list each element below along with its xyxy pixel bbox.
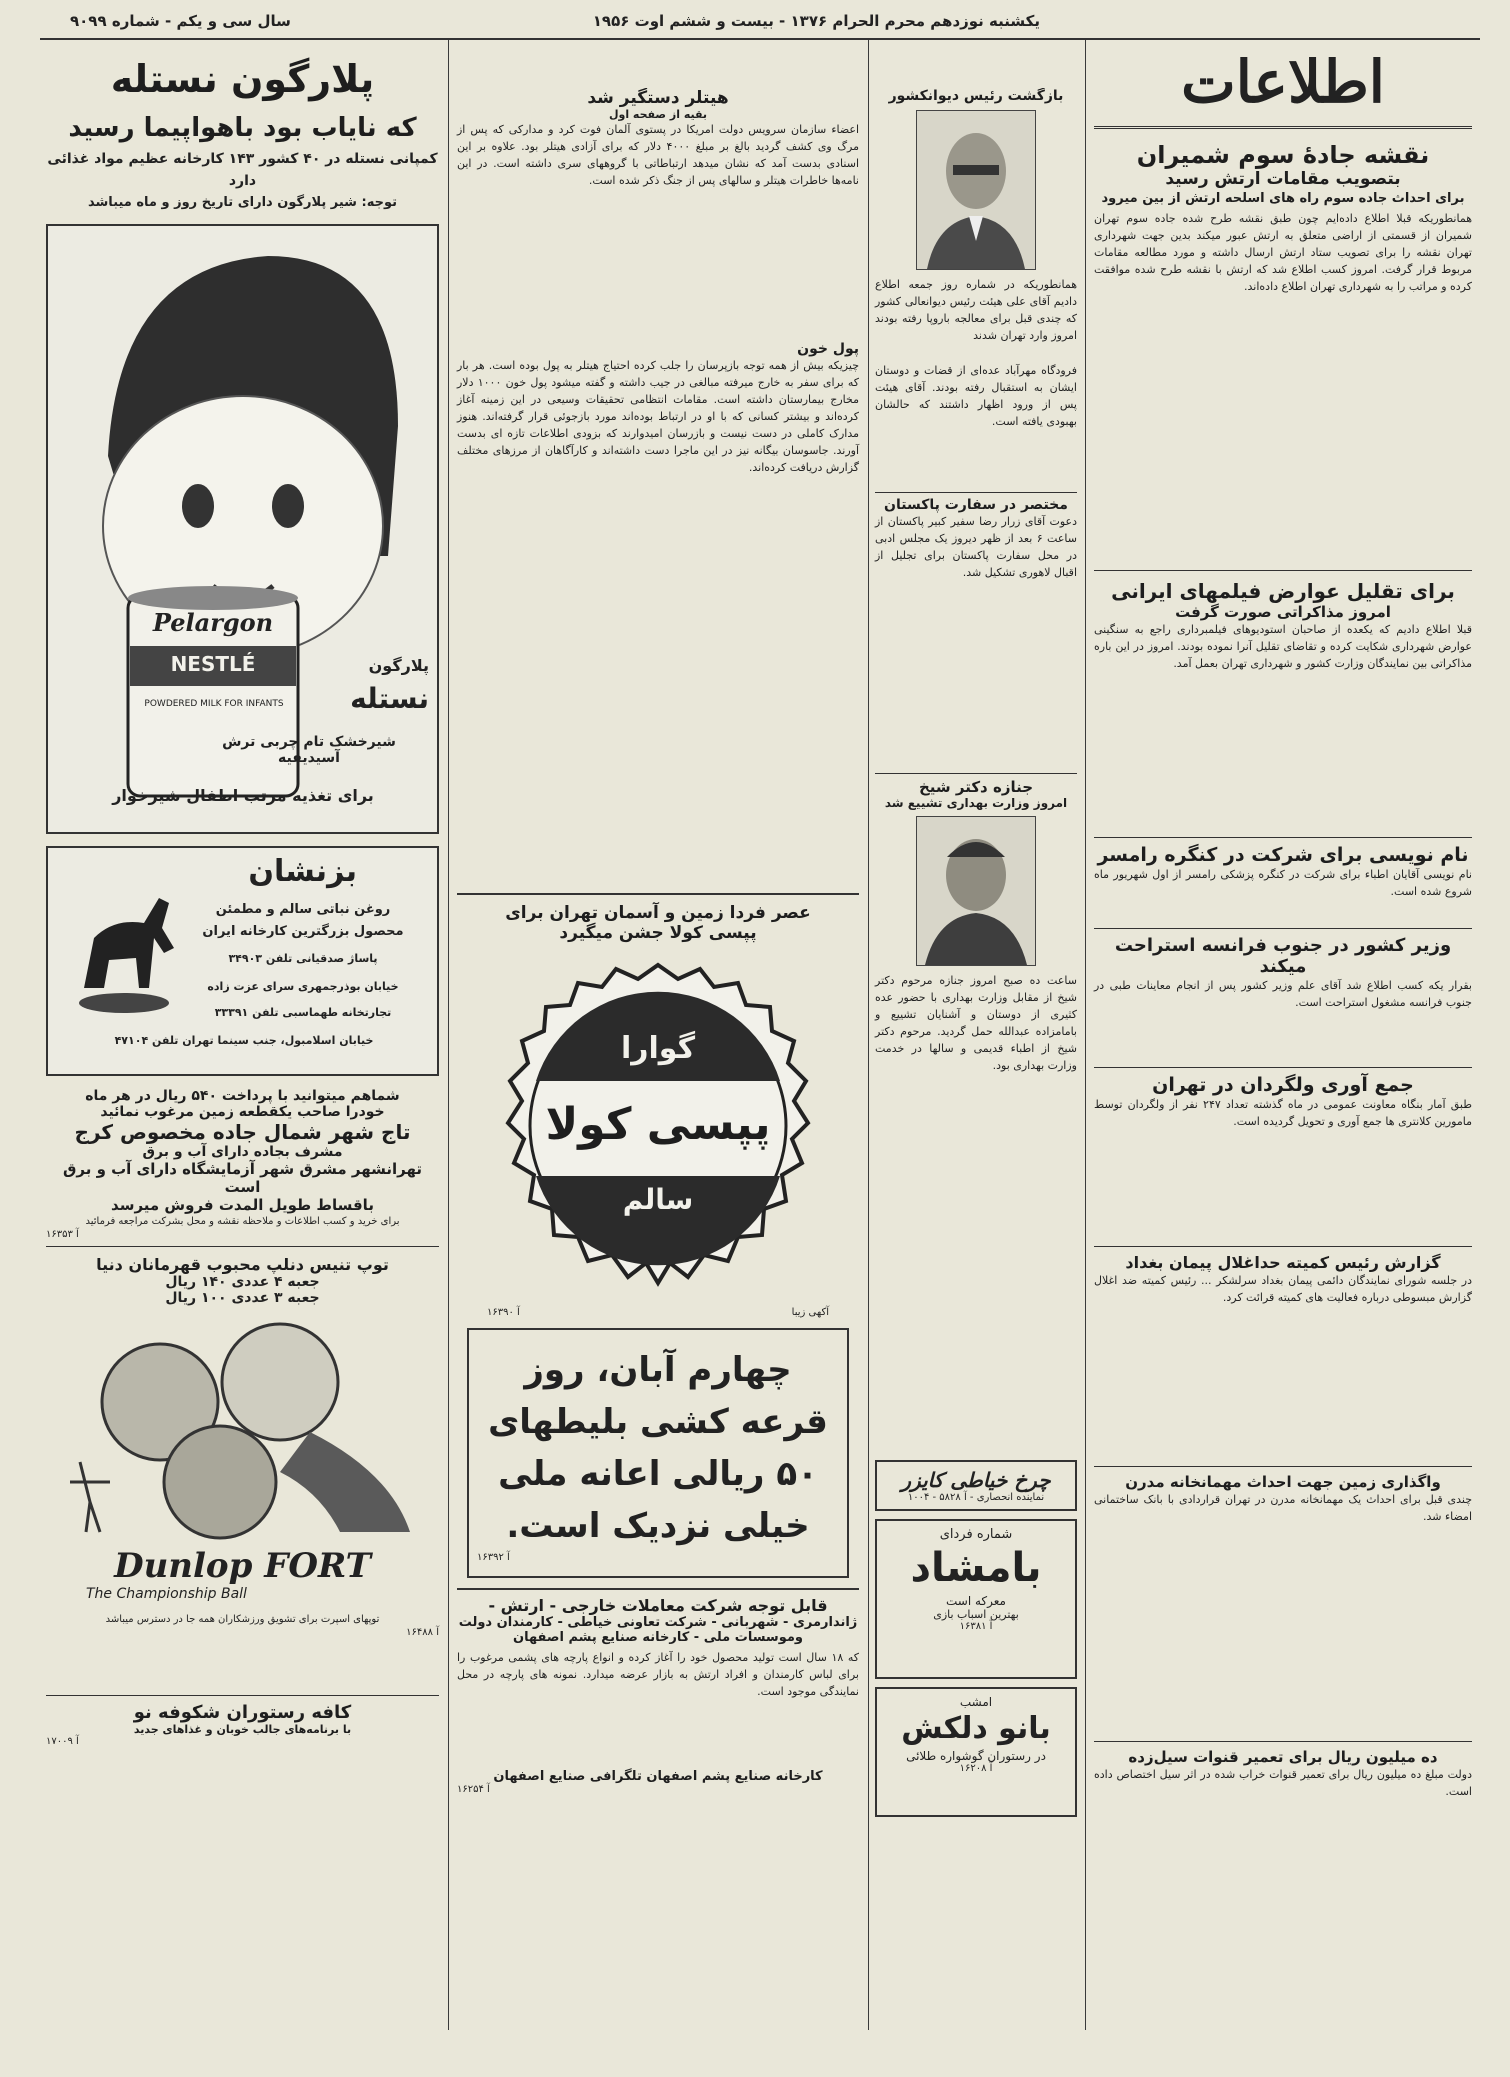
dunlop-price-1: جعبه ۴ عددی ۱۴۰ ریال [165,1274,320,1290]
kaiser-ad [875,1460,1077,1511]
article-shemiran: همانطوریکه قبلا اطلاع داده‌ایم چون طبق نقشه طرح شده جاده سوم تهران شمیران از قسمتی از اراضی متعلق به ارتش عبور میکند بدین جهت شهرداری تهران نقشه را برای تصویب ستاد ارتش ارسال داشته و مورد مطالعه مقامات مربوط قرار گرفت. امروز کسب اطلاع شد که ارتش با نقشه طرح شده موافقت کرده و مراتب را به شهرداری تهران اطلاع داده‌اند. [1094,212,1472,293]
continued-label: بقیه از صفحه اول [608,108,708,121]
headline-baghdad: گزارش رئیس کمیته حداغلال پیمان بغداد [1094,1246,1472,1272]
news-column-3 [451,88,865,2034]
dunlop-headline: توپ تنیس دنلپ محبوب قهرمانان دنیا [96,1255,389,1274]
bamshad-ad [875,1519,1077,1679]
subhead-funeral: امروز وزارت بهداری تشییع شد [884,796,1068,810]
masthead-date: یکشنبه نوزدهم محرم الحرام ۱۳۷۶ - بیست و ششم اوت ۱۹۵۶ [592,12,1040,30]
bamshad-sub: معرکه است [946,1594,1006,1608]
kaiser-ad-title: چرخ خیاطی کایزر [901,1468,1051,1492]
pepsi-headline: عصر فردا زمین و آسمان تهران برای [505,903,811,923]
caption-return: همانطوریکه در شماره روز جمعه اطلاع دادیم آقای علی هیئت رئیس دیوانعالی کشور که چندی قبل برای معالجه باروپا رفته بودند امروز وارد تهران شدند [875,278,1077,342]
headline-shemiran: نقشه جادهٔ سوم شمیران [1136,141,1430,169]
subhead-shemiran-2: برای احداث جاده سوم راه های اسلحه ارتش از بین میرود [1101,191,1465,206]
nestle-ad [46,224,439,834]
article-minister: بقرار یکه کسب اطلاع شد آقای علم وزیر کشور پس از انجام معاینات طبی در جنوب فرانسه مشغول استراحت است. [1094,979,1472,1009]
land-code: آ ۱۶۳۵۳ [46,1229,79,1240]
nestle-body: کمپانی نستله در ۴۰ کشور ۱۴۳ کارخانه عظیم مواد غذائی دارد [47,151,438,189]
masthead-issue: سال سی و یکم - شماره ۹۰۹۹ [70,12,291,30]
bozhnan-line-2: محصول بزرگترین کارخانه ایران [202,924,404,939]
article-film: قبلا اطلاع دادیم که یکعده از صاحبان استودیوهای فیلمبرداری راجع به سنگینی عوارض شهرداری شکایت کرده و تقاضای تقلیل آنرا نموده بودند. امروز در این باره مذاکراتی بین نمایندگان وزارت کشور و شهرداری تهران بعمل آمد. [1094,623,1472,670]
wool-notice-code: آ ۱۶۲۵۴ [457,1784,490,1795]
land-line-1: شماهم میتوانید با پرداخت ۵۴۰ ریال در هر ماه [85,1088,400,1104]
news-column-right [1088,44,1478,2034]
headline-minister: وزیر کشور در جنوب فرانسه استراحت میکند [1094,928,1472,977]
wool-notice-title: قابل توجه شرکت معاملات خارجی - ارتش - [488,1596,828,1615]
land-ad [46,1088,439,1247]
article-vagrants: طبق آمار بنگاه معاونت عمومی در ماه گذشته تعداد ۲۴۷ نفر از ولگردان توسط مامورین کلانتری ها جمع آوری و تحویل گردیده است. [1094,1098,1472,1128]
bozhnan-ad [46,846,439,1076]
headline-film: برای تقلیل عوارض فیلمهای ایرانی [1094,570,1472,603]
pepsi-bottom-word: سالم [622,1183,694,1216]
nestle-side-4: برای تغذیه مرتب اطفال شیرخوار [112,786,374,805]
nestle-side-3: شیرخشک تام چربی ترش آسیدیفیه [222,734,396,766]
nestle-can-maker: NESTLÉ [170,652,256,676]
bozhnan-line-5: تجارتخانه طهماسبی تلفن ۳۳۳۹۱ [214,1006,392,1019]
article-baghdad: در جلسه شورای نمایندگان دائمی پیمان بغداد سرلشکر ... رئیس کمیته ضد اغلال گزارش مبسوطی درباره فعالیت های کمیته قرائت کرد. [1094,1274,1472,1304]
headline-hotel: واگذاری زمین جهت احداث مهمانخانه مدرن [1094,1466,1472,1491]
dunlop-brand: Dunlop FORT [114,1546,371,1586]
headline-return: بازگشت رئیس دیوانکشور [888,88,1064,104]
bamshad-top: شماره فردای [939,1527,1013,1542]
headline-ramsar: نام نویسی برای شرکت در کنگره رامسر [1094,837,1472,866]
headline-pakistan: مختصر در سفارت پاکستان [875,492,1077,513]
article-pakistan: دعوت آقای زرار رضا سفیر کبیر پاکستان از ساعت ۶ بعد از ظهر دیروز یک مجلس ادبی در محل سفارت پاکستان برای تجلیل از اقبال لاهوری تشکیل شد. [875,515,1077,579]
bozhnan-line-4: خیابان بوذرجمهری سرای عزت زاده [207,980,399,993]
delkash-title: بانو دلکش [901,1711,1051,1746]
kaiser-ad-sub: نماینده انحصاری - آ ۵۸۲۸ - ۱۰۰۴ [907,1492,1045,1503]
goat-logo-icon [64,878,184,1018]
subhead-film: امروز مذاکراتی صورت گرفت [1175,603,1391,621]
cafe-title: کافه رستوران شکوفه نو [133,1702,352,1723]
bozhnan-line-1: روغن نباتی سالم و مطمئن [215,902,391,917]
headline-vagrants: جمع آوری ولگردان در تهران [1094,1067,1472,1096]
portrait-photo-sheikh [916,816,1036,966]
delkash-code: آ ۱۶۲۰۸ [959,1763,993,1774]
headline-blood-money: پول خون [797,341,859,357]
nestle-side-2: نستله [350,682,429,715]
bozhnan-line-6: خیابان اسلامبول، جنب سینما تهران تلفن ۴۷۱۰۴ [114,1034,374,1047]
lottery-code: آ ۱۶۳۹۲ [477,1552,510,1563]
nestle-can-brand: Pelargon [152,608,274,637]
article-funeral: ساعت ده صبح امروز جنازه مرحوم دکتر شیخ از مقابل وزارت بهداری با حضور عده کثیری از دوستان و آشنایان تشییع و بامامزاده عبدالله حمل گردید. مرحوم دکتر شیخ از اطباء قدیمی و سالها در خدمت وزارت بهداری بود. [875,974,1077,1072]
bozhnan-line-3: پاساژ صدقیانی تلفن ۳۴۹۰۳ [228,952,378,965]
article-ramsar: نام نویسی آقایان اطباء برای شرکت در کنگره پزشکی رامسر از اول شهریور ماه شروع شده است. [1094,868,1472,898]
lottery-line-2: قرعه کشی بلیطهای [488,1402,828,1442]
headline-qanat: ده میلیون ریال برای تعمیر قنوات سیل‌زده [1094,1741,1472,1766]
land-line-5: تهرانشهر مشرق شهر آزمایشگاه دارای آب و برق است [62,1160,423,1196]
land-line-3: تاج شهر شمال جاده مخصوص کرج [74,1120,411,1144]
pepsi-brand: پپسی کولا [545,1099,771,1150]
wool-notice-footer: کارخانه صنایع پشم اصفهان تلگرافی صنایع اصفهان [493,1769,823,1784]
bozhnan-title: بزنشان [248,854,357,889]
pepsi-headline-2: پپسی کولا جشن میگیرد [559,923,757,943]
nestle-headline: پلارگون نستله [110,57,375,101]
subhead-shemiran: بتصویب مقامات ارتش رسید [1165,169,1401,189]
article-qanat: دولت مبلغ ده میلیون ریال برای تعمیر قنوات خراب شده در اثر سیل اختصاص داده است. [1094,1768,1472,1798]
wool-notice-title-2: ژاندارمری - شهربانی - شرکت تعاونی خیاطی - کارمندان دولت وموسسات ملی - کارخانه صنایع پشم اصفهان [458,1615,858,1645]
pepsi-code: آ ۱۶۳۹۰ [487,1307,520,1318]
portrait-photo-hey-at [916,110,1036,270]
delkash-ad [875,1687,1077,1817]
nestle-can-desc: POWDERED MILK FOR INFANTS [144,699,284,709]
ads-column-left [40,44,445,2034]
bamshad-title: بامشاد [910,1545,1042,1591]
delkash-sub: در رستوران گوشواره طلائی [906,1749,1046,1763]
article-return: فرودگاه مهرآباد عده‌ای از قضات و دوستان ایشان به استقبال رفته بودند. آقای هیئت پس از ورود اظهار داشتند که حالشان بهبودی یافته است. [875,364,1077,428]
dunlop-ad [46,1255,439,1685]
lottery-line-3: ۵۰ ریالی اعانه ملی [498,1454,818,1494]
headline-funeral: جنازه دکتر شیخ [875,773,1077,796]
wool-notice [457,1588,859,1795]
land-line-2: خودرا صاحب یکقطعه زمین مرغوب نمائید [100,1104,385,1120]
tennis-balls-illustration [50,1312,439,1542]
pepsi-top-word: گوارا [620,1031,696,1066]
headline-hitler: هیتلر دستگیر شد [587,88,729,108]
nestle-side-1: پلارگون [368,656,429,675]
delkash-top: امشب [959,1695,993,1709]
land-line-4: مشرف بجاده دارای آب و برق [142,1144,343,1160]
cafe-sub: با برنامه‌های جالب خوبان و غذاهای جدید [133,1723,352,1736]
article-hotel: چندی قبل برای احداث یک مهمانخانه مدرن در تهران قراردادی با بانک ساختمانی امضاء شد. [1094,1493,1472,1523]
lottery-line-1: چهارم آبان، روز [524,1350,792,1390]
lottery-line-4: خیلی نزدیک است. [506,1506,810,1546]
dunlop-tagline: The Championship Ball [86,1586,247,1602]
land-line-6: باقساط طویل المدت فروش میرسد [111,1196,374,1214]
dunlop-code: آ ۱۶۴۸۸ [406,1627,439,1638]
newspaper-title: اطلاعات [1094,44,1472,129]
cafe-ad [46,1695,439,1747]
pepsi-bottlecap [488,961,828,1301]
article-hitler: اعضاء سازمان سرویس دولت امریکا در پستوی آلمان فوت کرد و مدارکی که پس از مرگ وی کشف گردید بالغ بر مبلغ ۴۰۰۰ دلار که برای آزادی هیتلر بود. علاوه بر این اسنادی بدست آمد که نشان میدهد ارتباطاتی با گروههای سری داشته است. در این نامه‌ها خاطرات هیتلر و سالهای پس از جنگ ذکر شده است. [457,123,859,187]
nestle-note: توجه: شیر پلارگون دارای تاریخ روز و ماه میباشد [88,195,397,210]
bamshad-sub2: بهترین اسباب بازی [933,1608,1019,1621]
pepsi-agency: آکهی زیبا [791,1307,829,1318]
dunlop-price-2: جعبه ۳ عددی ۱۰۰ ریال [165,1290,320,1306]
bamshad-code: آ ۱۶۳۸۱ [959,1621,993,1632]
article-blood-money: چیزیکه بیش از همه توجه بازپرسان را جلب کرده احتیاج هیتلر به پول بوده است. هر بار که برای سفر به خارج میرفته مبالغی در جیب داشته و گفته میشود پول خون ۱۰۰۰ دلار مخارج بیمارستان داشته است. مقامات انتظامی تحقیقات وسیعی در این زمینه آغاز کرده‌اند و بیشتر کسانی که با او در ارتباط بوده‌اند مورد بازجوئی قرار گرفته‌اند. هنوز مدارک کاملی در دست نیست و بازرسان امیدوارند که بزودی اطلاعات تازه ای بدست آورند. جاسوسان بیگانه نیز در این ماجرا دست داشته‌اند و کارآگاهان از مرزهای مختلف گزارش دریافت کرده‌اند. [457,359,859,474]
wool-notice-body: که ۱۸ سال است تولید محصول خود را آغاز کرده و انواع پارچه های پشمی مرغوب را برای لباس کارمندان و افراد ارتش به بازار عرضه میدارد. نمونه های پارچه در محل نمایندگی موجود است. [457,1651,860,1698]
dunlop-body: توپهای اسپرت برای تشویق ورزشکاران همه جا در دسترس میباشد [105,1614,380,1625]
cafe-code: آ ۱۷۰۰۹ [46,1736,79,1747]
nestle-subhead: که نایاب بود باهواپیما رسید [68,113,417,143]
lottery-ad [467,1328,849,1578]
news-column-2 [870,88,1082,2034]
land-line-7: برای خرید و کسب اطلاعات و ملاحظه نقشه و محل بشرکت مراجعه فرمائید [85,1216,400,1227]
